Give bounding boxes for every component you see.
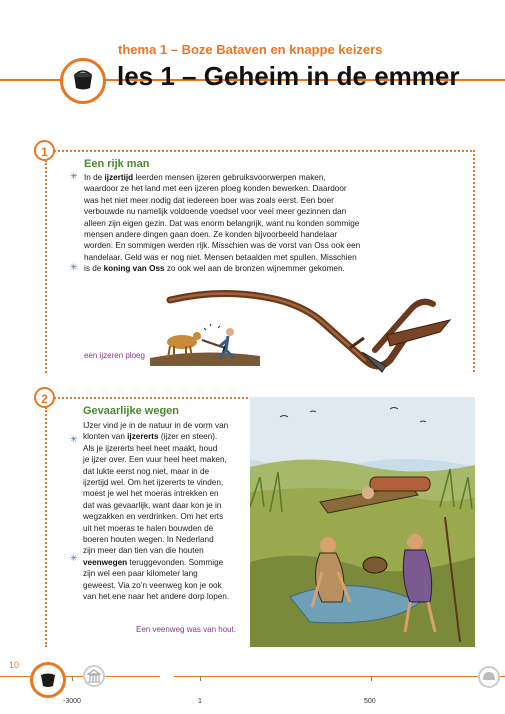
- timeline-tick: [200, 676, 201, 681]
- timeline-tick: [72, 676, 73, 681]
- text-line: klonten van ijzererts (ijzer en steen).: [83, 432, 218, 442]
- text-line: worden. En sommigen werden rijk. Misschien was de vorst van Oss ook een: [84, 241, 361, 251]
- timeline-label: 1: [198, 698, 202, 705]
- glossary-star-icon: ✳: [70, 553, 78, 563]
- timeline-helmet-icon: [478, 666, 500, 688]
- section2-caption: Een veenweg was van hout.: [136, 625, 237, 634]
- peat-road-swamp-illustration: [250, 397, 475, 647]
- section1-number: 1: [34, 140, 55, 161]
- text-line: waardoor ze het land met een ijzeren ploeg konden bewerken. Daardoor: [84, 184, 347, 194]
- text-line: was het niet meer nodig dat iedereen boer was zoals eerst. Een boer: [84, 195, 334, 205]
- text-line: moest je wel het moeras intrekken en: [83, 489, 219, 499]
- text-line: mensen andere dingen gaan doen. Ze konden bijvoorbeeld handelaar: [84, 230, 338, 240]
- text-line: alleen zijn eigen gezin. Dat was enorm belangrijk, want nu konden sommige: [84, 218, 360, 228]
- text-line: is de koning van Oss zo ook wel aan de bronzen wijnemmer gekomen.: [84, 264, 345, 274]
- section2-heading: Gevaarlijke wegen: [83, 405, 179, 417]
- section1-caption: een ijzeren ploeg: [84, 351, 145, 360]
- timeline-bucket-icon: [30, 662, 66, 698]
- term-koning-van-oss: koning van Oss: [103, 264, 165, 274]
- section1-heading: Een rijk man: [84, 158, 150, 170]
- text-line: boeren houten wegen. In Nederland: [83, 535, 214, 545]
- theme-title: thema 1 – Boze Bataven en knappe keizers: [118, 42, 383, 57]
- text-line: IJzer vind je in de natuur in de vorm van: [83, 421, 229, 430]
- glossary-term: ijzererts: [127, 432, 159, 442]
- glossary-star-icon: ✳: [70, 262, 78, 272]
- text-line: dat lukte eerst nog niet, maar in de: [83, 466, 210, 476]
- timeline-temple-icon: [83, 665, 105, 687]
- text-line: verbouwde nu namelijk voldoende voedsel voor veel meer gezinnen dan: [84, 207, 347, 217]
- text-line: veenwegen teruggevonden. Sommige: [83, 557, 224, 567]
- text-line: zijn wel een paar kilometer lang: [83, 569, 198, 579]
- page-number: 10: [9, 660, 20, 670]
- timeline-tick: [371, 676, 372, 681]
- text-line: je ijzer over. Een vuur heel heet maken,: [83, 455, 227, 465]
- ploughing-scene-illustration: [150, 318, 260, 366]
- section2-number: 2: [34, 387, 55, 408]
- text-line: wegzakken en verdrinken. Om het erts: [83, 512, 224, 522]
- text-line: In de ijzertijd leerden mensen ijzeren gebruiksvoorwerpen maken,: [84, 173, 326, 182]
- timeline-track: [0, 667, 505, 687]
- text-line: uit het moeras te halen bouwden de: [83, 523, 214, 533]
- section2-text: [83, 420, 253, 603]
- text-line: geweest. Via zo’n veenweg kon je ook: [83, 580, 222, 590]
- glossary-term: veenwegen: [83, 557, 128, 567]
- text-line: zijn meer dan tien van die houten: [83, 546, 204, 556]
- glossary-star-icon: ✳: [70, 434, 78, 444]
- timeline-label: 500: [364, 698, 376, 705]
- term-ijzertijd: ijzertijd: [104, 173, 134, 182]
- text-line: handelaar. Geld was er nog niet. Mensen betaalden met spullen. Misschien: [84, 252, 357, 262]
- text-line: Als je ijzererts heel heet maakt, houd: [83, 443, 218, 453]
- text-line: dat was gevaarlijk, want daar kon je in: [83, 500, 222, 510]
- section1-text: [84, 172, 464, 275]
- glossary-star-icon: ✳: [70, 171, 78, 181]
- lesson-title: les 1 – Geheim in de emmer: [117, 61, 460, 91]
- text-line: ijzertijd wel. Om het ijzererts te vinden,: [83, 478, 224, 488]
- text-line: van het ene naar het andere dorp lopen.: [83, 592, 230, 602]
- lesson-bucket-icon: [60, 58, 106, 104]
- timeline-label: -3000: [63, 698, 81, 705]
